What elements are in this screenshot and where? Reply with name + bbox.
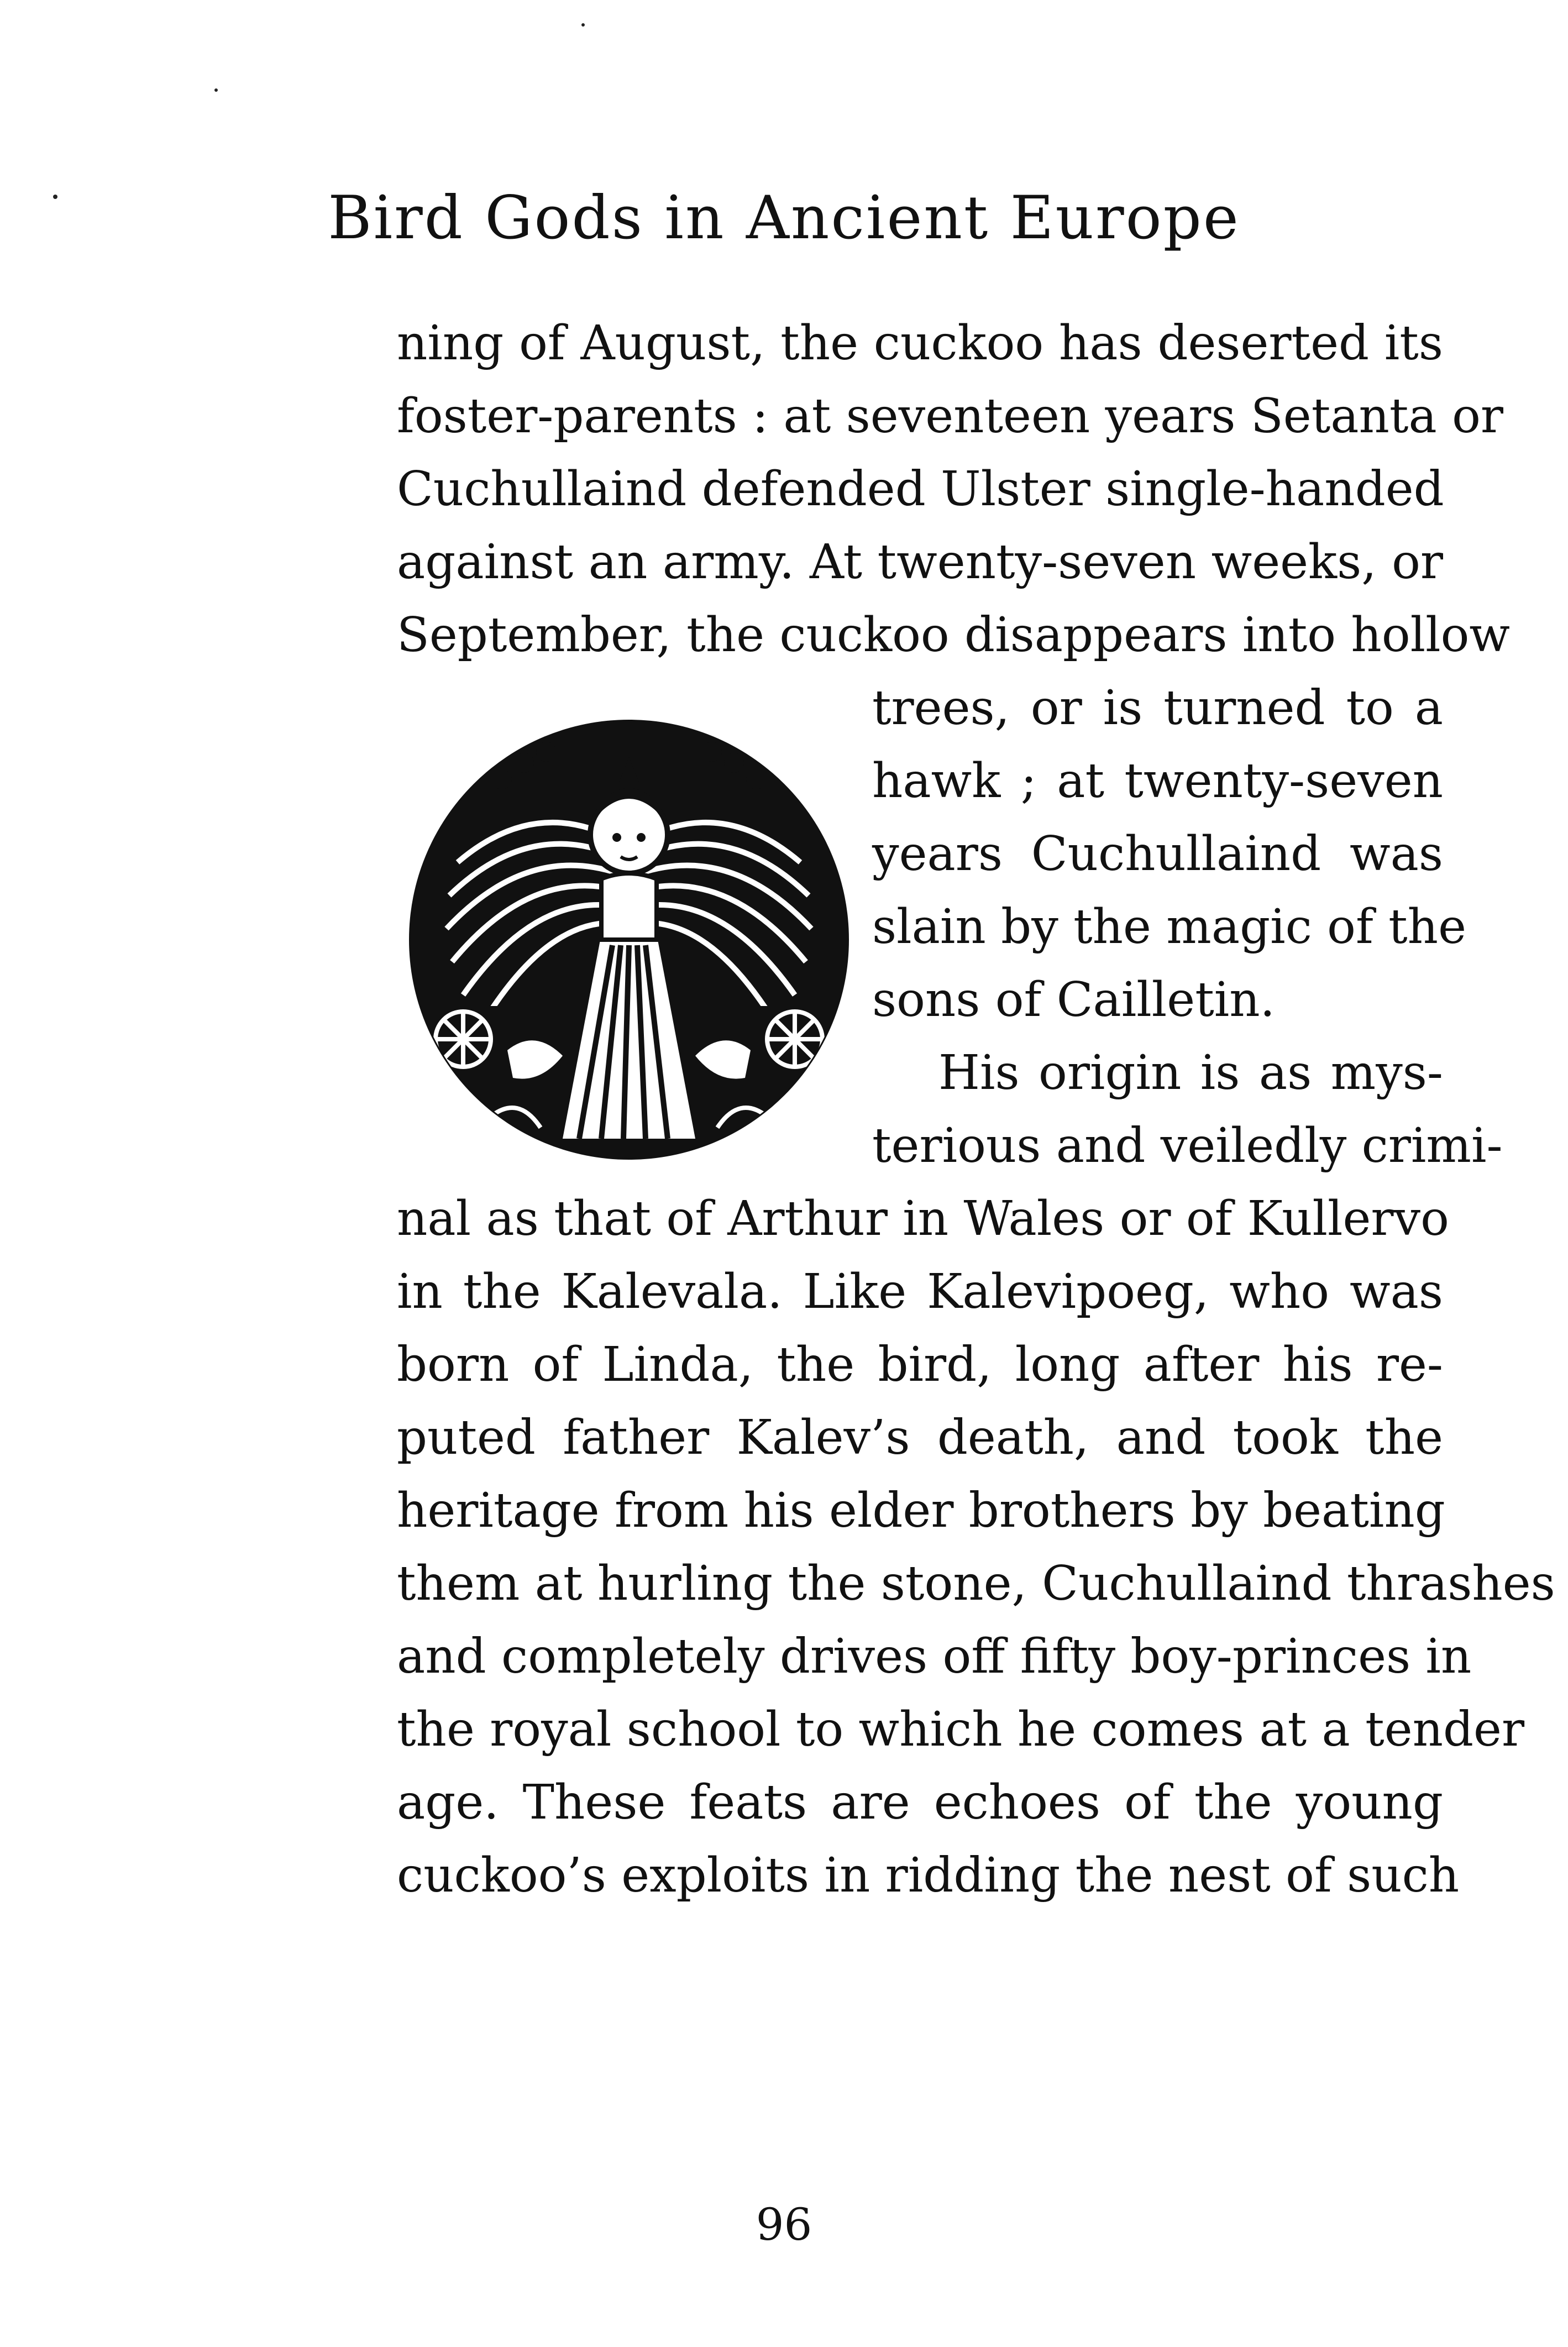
text-line: trees, or is turned to a: [872, 680, 1443, 736]
text-line: ning of August, the cuckoo has deserted its: [397, 316, 1443, 371]
text-line: puted father Kalev’s death, and took the: [397, 1410, 1443, 1465]
text-line: sons of Cailletin.: [872, 972, 1275, 1028]
body-text: [397, 307, 1555, 1912]
text-line: September, the cuckoo disappears into hollow: [397, 607, 1510, 663]
text-line: terious and veiledly crimi-: [872, 1118, 1503, 1174]
text-line: against an army. At twenty-seven weeks, or: [397, 535, 1443, 590]
text-line: foster-parents : at seventeen years Setanta or: [397, 389, 1503, 444]
text-line: years Cuchullaind was: [872, 826, 1443, 882]
text-line: the royal school to which he comes at a tender: [397, 1702, 1525, 1757]
text-line: nal as that of Arthur in Wales or of Kullervo: [397, 1191, 1449, 1246]
text-line: them at hurling the stone, Cuchullaind thrashes: [397, 1556, 1555, 1611]
text-line: His origin is as mys-: [938, 1045, 1443, 1101]
text-line: hawk ; at twenty-seven: [872, 753, 1443, 809]
text-line: age. These feats are echoes of the young: [397, 1775, 1443, 1830]
text-line: slain by the magic of the: [872, 899, 1466, 955]
text-line: born of Linda, the bird, long after his re-: [397, 1337, 1443, 1392]
text-line: and completely drives off fifty boy-princes in: [397, 1629, 1472, 1684]
text-line: Cuchullaind defended Ulster single-handed: [397, 462, 1444, 517]
running-head: Bird Gods in Ancient Europe: [328, 184, 1240, 253]
text-line: cuckoo’s exploits in ridding the nest of such: [397, 1848, 1460, 1903]
page-number: 96: [756, 2199, 812, 2250]
text-line: heritage from his elder brothers by beating: [397, 1483, 1445, 1538]
text-line: in the Kalevala. Like Kalevipoeg, who was: [397, 1264, 1443, 1319]
